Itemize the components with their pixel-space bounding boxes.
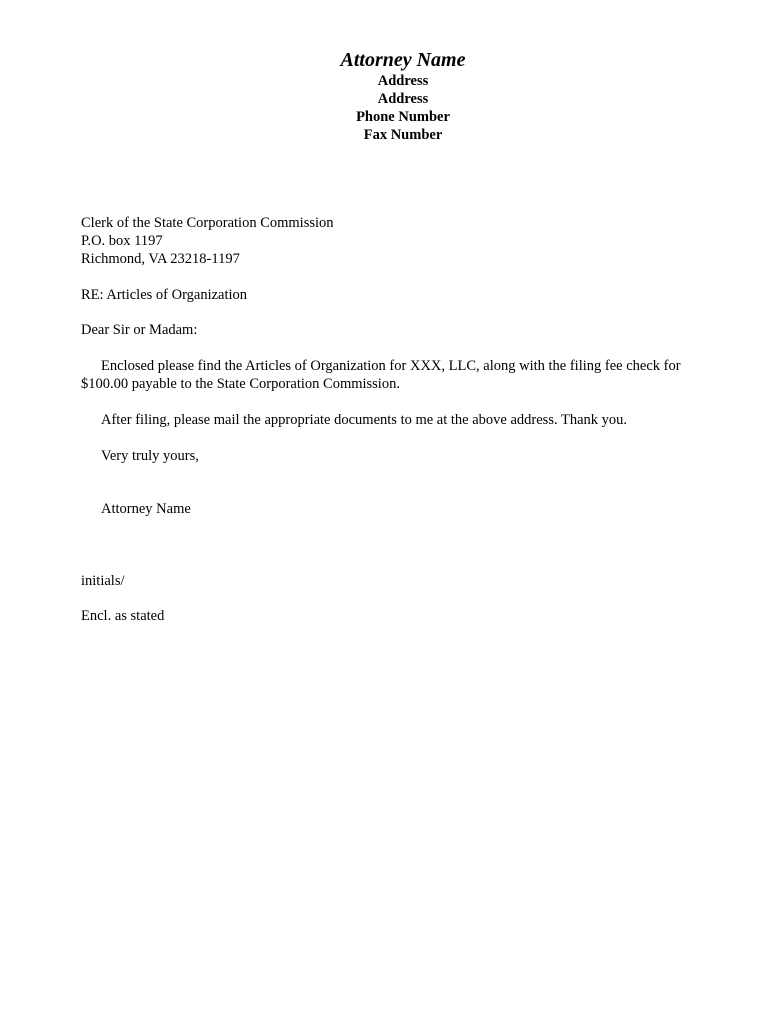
enclosure-note: Encl. as stated <box>81 608 165 624</box>
closing: Very truly yours, <box>101 448 199 464</box>
fax-number: Fax Number <box>363 127 443 143</box>
paragraph-enclosed-line-1: Enclosed please find the Articles of Organization for XXX, LLC, along with the filing fee check for <box>101 358 681 374</box>
phone-number: Phone Number <box>356 109 450 125</box>
address-line-1: Address <box>377 73 429 89</box>
paragraph-enclosed-line-2: $100.00 payable to the State Corporation Commission. <box>81 376 400 392</box>
re-line: RE: Articles of Organization <box>81 287 248 303</box>
recipient-address <box>81 214 711 268</box>
paragraph-enclosed <box>81 357 721 393</box>
salutation: Dear Sir or Madam: <box>81 322 198 338</box>
attorney-name-heading: Attorney Name <box>340 49 466 71</box>
letterhead <box>0 48 770 144</box>
address-line-2: Address <box>377 91 429 107</box>
typist-initials: initials/ <box>81 573 125 589</box>
signature-name: Attorney Name <box>101 501 191 517</box>
paragraph-after-filing: After filing, please mail the appropriate documents to me at the above address. Thank you. <box>101 412 628 428</box>
recipient-line-3: Richmond, VA 23218-1197 <box>81 251 240 267</box>
recipient-line-1: Clerk of the State Corporation Commission <box>81 215 334 231</box>
recipient-line-2: P.O. box 1197 <box>81 233 163 249</box>
